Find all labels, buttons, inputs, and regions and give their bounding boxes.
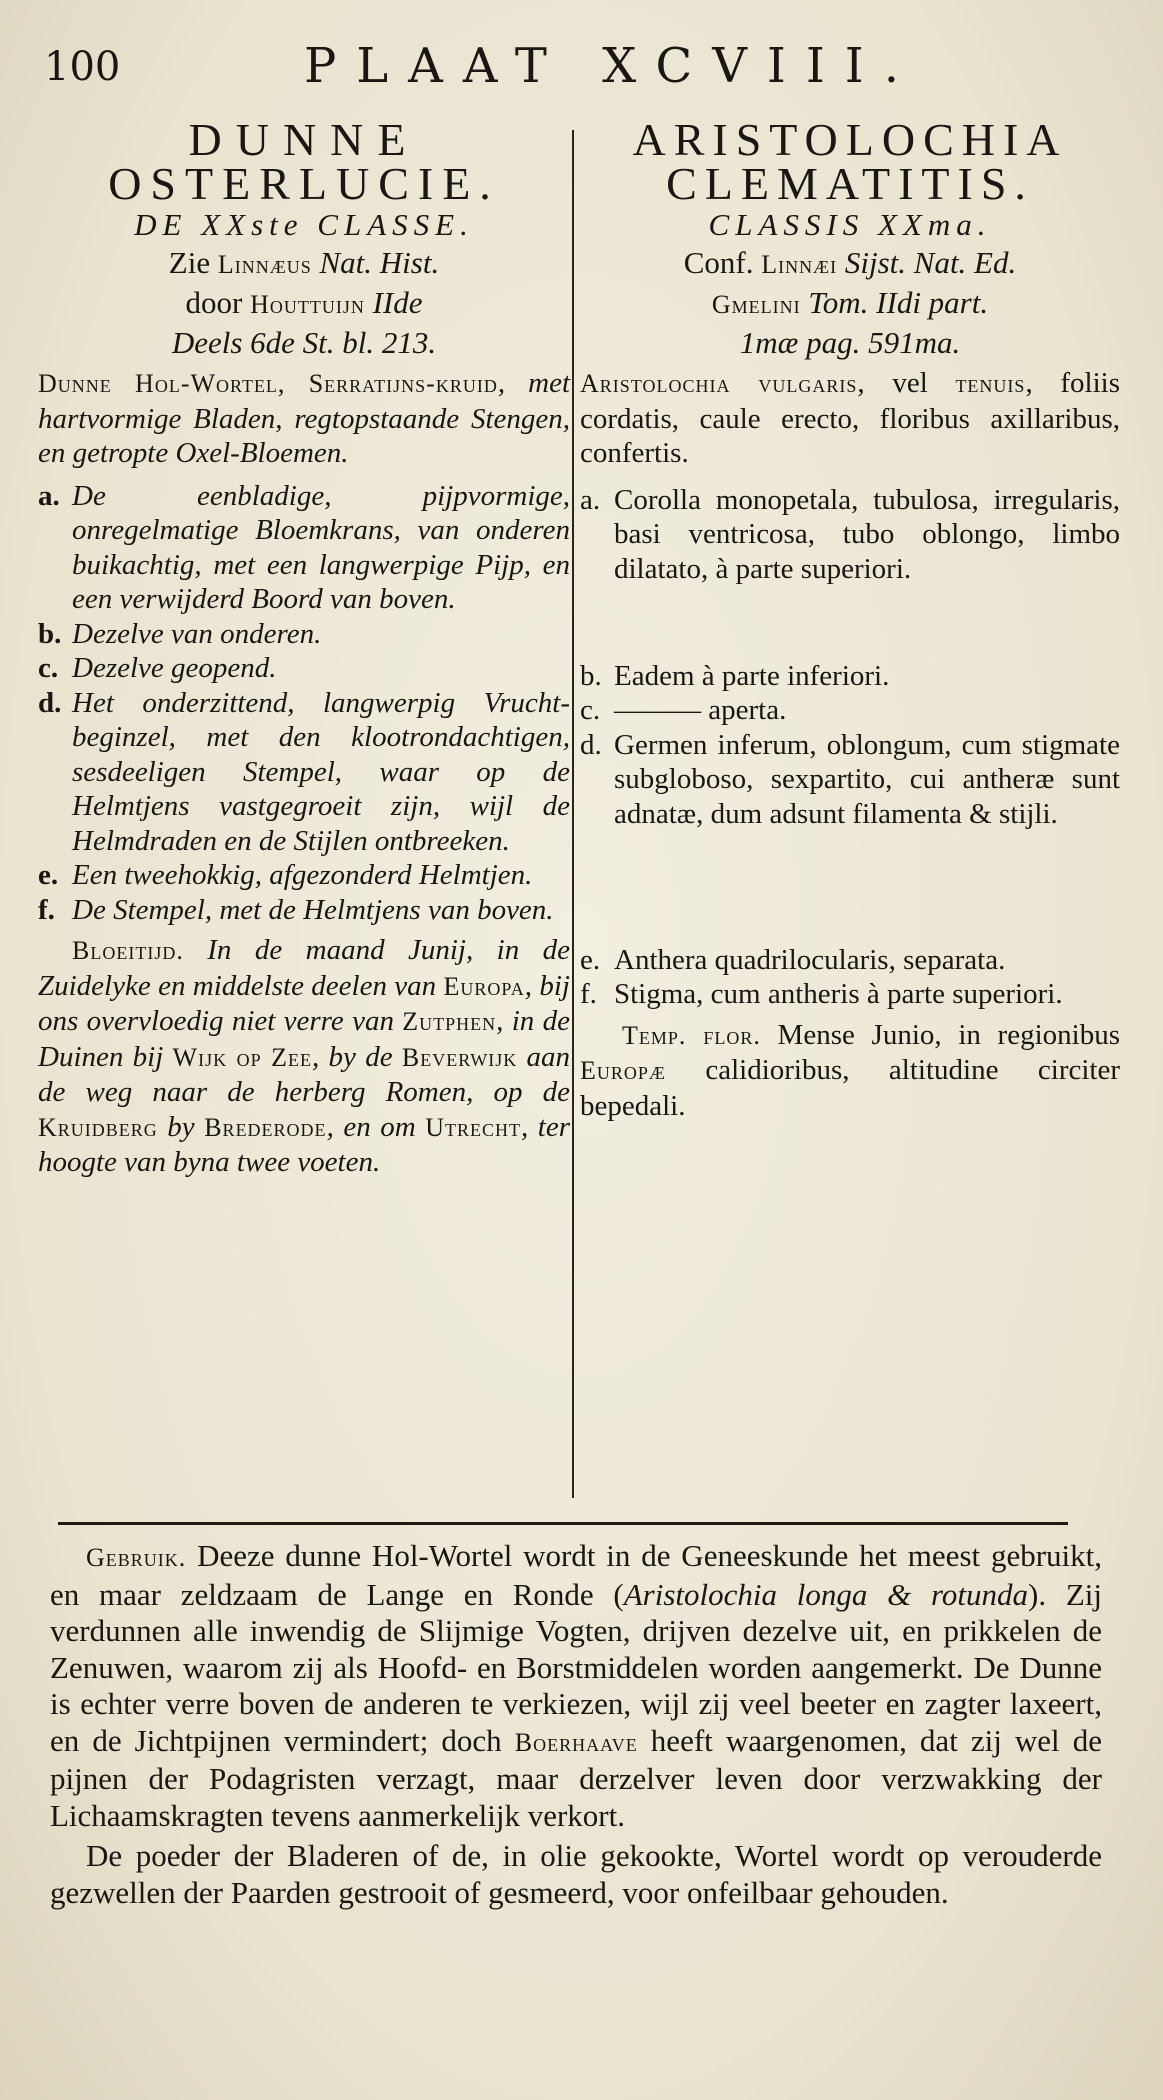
usage-author: Boerhaave	[514, 1727, 638, 1757]
left-item-text: Een tweehokkig, afgezonderd Helmtjen.	[72, 859, 533, 891]
left-reference-1	[38, 244, 570, 284]
right-column-latin	[580, 114, 1120, 1123]
left-ref2-b: IIde	[364, 285, 423, 320]
left-ref2-author: Houttuijn	[250, 290, 365, 319]
left-item-text: Dezelve van onderen.	[72, 617, 322, 650]
usage-paragraph-2: De poeder der Bladeren of de, in olie gekookte, Wortel wordt op verouderde gezwellen der Paarden gestrooit of gesmeerd, voor onfeilbaar gehouden.	[50, 1838, 1102, 1910]
left-intro	[38, 366, 570, 471]
left-bloei-place: Zutphen	[402, 1007, 497, 1036]
right-flowering-time	[580, 1018, 1120, 1124]
left-title-line2: OSTERLUCIE.	[108, 158, 500, 209]
left-bloei-text: , ter hoogte van byna twee voeten.	[38, 1110, 570, 1178]
right-title-line1: ARISTOLOCHIA	[632, 114, 1068, 165]
left-ref2-a: door	[185, 285, 251, 320]
left-intro-text: , met hartvormige Bladen, regtopstaande Stengen, en getropte Oxel-Bloemen.	[38, 367, 570, 469]
left-class-line: DE XXste CLASSE.	[134, 207, 474, 242]
column-divider	[572, 130, 574, 1498]
right-reference-3: 1mæ pag. 591ma.	[739, 325, 961, 360]
left-item-f	[38, 893, 570, 928]
right-intro-mid: , vel	[857, 367, 956, 399]
left-bloei-label: Bloeitijd.	[72, 936, 184, 965]
usage-text: Deeze dunne Hol-Wortel wordt in de Geneeskunde het meest gebruikt, en maar zeldzaam de Lange en Ronde (	[50, 1538, 1102, 1612]
left-reference-2	[38, 284, 570, 324]
left-figure-list	[38, 479, 570, 928]
usage-section	[50, 1538, 1102, 1911]
left-bloei-place: Beverwijk	[401, 1042, 518, 1072]
usage-text: heeft waargenomen, dat zij wel de pijnen der Podagristen verzagt, maar derzelver leven door verzwakking der Lichaamskragten tevens aanmerkelijk verkort.	[50, 1722, 1102, 1833]
usage-latin-names: Aristolochia longa & rotunda	[623, 1576, 1028, 1612]
left-reference-3: Deels 6de St. bl. 213.	[171, 325, 437, 360]
left-item-c	[38, 651, 570, 686]
right-ref2-b: Tom. IIdi part.	[800, 285, 989, 320]
horizontal-rule	[58, 1522, 1068, 1525]
right-figure-list	[580, 483, 1120, 1012]
left-item-label: f.	[38, 893, 55, 926]
left-bloei-place: Kruidberg	[38, 1112, 158, 1142]
left-item-label: b.	[38, 617, 62, 650]
page-number: 100	[44, 44, 121, 90]
left-bloei-place: Wijk op Zee	[172, 1042, 313, 1072]
left-ref1-a: Zie	[168, 245, 218, 280]
right-reference-1	[580, 244, 1120, 284]
right-item-label: d.	[580, 728, 602, 761]
left-item-e	[38, 858, 570, 893]
right-item-c	[580, 693, 1120, 728]
right-title-line2: CLEMATITIS.	[666, 158, 1034, 209]
usage-label: Gebruik.	[86, 1543, 187, 1572]
left-title-line1: DUNNE	[188, 114, 420, 165]
left-bloei-text: aan de weg naar de herberg Romen, op de	[38, 1040, 570, 1108]
right-ref2-author: Gmelini	[711, 290, 801, 319]
right-intro-name: Aristolochia vulgaris	[580, 369, 858, 398]
right-item-d	[580, 728, 1120, 943]
left-bloei-place: Brederode	[204, 1112, 327, 1142]
left-bloei-place: Utrecht	[425, 1112, 521, 1142]
left-bloei-place: Europa	[443, 971, 525, 1001]
left-bloei-text: In de maand Junij, in de Zuidelyke en middelste deelen van	[38, 934, 570, 1002]
left-item-text: De Stempel, met de Helmtjens van boven.	[72, 893, 554, 926]
right-item-text: Corolla monopetala, tubulosa, irregularis, basi ventricosa, tubo oblongo, limbo dilatato, à parte superiori.	[614, 483, 1120, 585]
right-ref1-b: Sijst. Nat. Ed.	[837, 245, 1017, 280]
left-bloei-text: by	[157, 1110, 205, 1143]
right-item-text: Anthera quadrilocularis, separata.	[614, 943, 1006, 976]
right-item-f	[580, 977, 1120, 1012]
right-class-line: CLASSIS XXma.	[708, 207, 992, 242]
left-item-d	[38, 686, 570, 859]
left-bloei-text: , en om	[326, 1110, 426, 1143]
right-item-label: c.	[580, 694, 601, 726]
left-item-label: e.	[38, 859, 59, 891]
page-header	[40, 38, 1123, 98]
right-ref1-a: Conf.	[683, 245, 762, 280]
right-ref1-author: Linnæi	[761, 250, 838, 279]
left-bloei-text: , by de	[312, 1040, 402, 1073]
right-item-b	[580, 659, 1120, 694]
left-ref1-b: Nat. Hist.	[311, 245, 440, 280]
right-item-label: a.	[580, 483, 601, 516]
left-intro-name: Dunne Hol-Wortel, Serratijns-kruid	[38, 369, 498, 398]
left-bloei-text: , in de Duinen bij	[38, 1005, 571, 1073]
right-reference-2	[580, 284, 1120, 324]
right-item-text: Eadem à parte inferiori.	[614, 659, 890, 692]
right-item-text: Stigma, cum antheris à parte superiori.	[614, 978, 1063, 1010]
left-item-label: c.	[38, 652, 59, 684]
left-item-text: Het onderzittend, langwerpig Vrucht-beginzel, met den klootrondachtigen, sesdeeligen Stempel, waar op de Helmtjens vastgegroeit zijn, wijl de Helmdraden en de Stijlen ontbreeken.	[72, 686, 570, 857]
left-item-text: De eenbladige, pijpvormige, onregelmatige Bloemkrans, van onderen buikachtig, met een langwerpige Pijp, en een verwijderd Boord van boven.	[72, 479, 570, 615]
right-intro	[580, 366, 1120, 471]
right-item-e	[580, 943, 1120, 978]
plate-title: PLAAT XCVIII.	[303, 38, 919, 94]
right-temp-label: Temp. flor.	[622, 1020, 761, 1050]
left-item-label: a.	[38, 479, 60, 512]
right-item-label: e.	[580, 943, 601, 976]
right-item-text: Germen inferum, oblongum, cum stigmate subgloboso, sexpartito, cui antheræ sunt adnatæ, dum adsunt filamenta & stijli.	[614, 728, 1120, 830]
left-ref1-author: Linnæus	[217, 250, 312, 279]
right-temp-text: calidioribus, altitudine circiter bepedali.	[580, 1054, 1120, 1122]
right-temp-text: Mense Junio, in regionibus	[760, 1018, 1120, 1051]
right-item-label: b.	[580, 659, 602, 692]
left-flowering-time	[38, 933, 570, 1180]
left-item-label: d.	[38, 686, 62, 719]
right-intro-text: , foliis cordatis, caule erecto, floribus axillaribus, confertis.	[580, 367, 1120, 469]
left-item-b	[38, 617, 570, 652]
right-item-label: f.	[580, 978, 597, 1010]
right-item-a	[580, 483, 1120, 643]
left-column-dutch	[38, 114, 571, 1180]
left-bloei-text: , bij ons overvloedig niet verre van	[38, 969, 570, 1037]
left-item-a	[38, 479, 570, 617]
right-intro-name2: tenuis	[955, 369, 1026, 398]
left-item-text: Dezelve geopend.	[72, 652, 277, 684]
usage-paragraph-1	[50, 1538, 1102, 1834]
usage-text: ). Zij verdunnen alle inwendig de Slijmige Vogten, drijven dezelve uit, en prikkelen de Zenuwen, waarom zij als Hoofd- en Borstmiddelen worden aangemerkt. De Dunne is echter verre boven de anderen te verkiezen, wijl zij veel beeter en zagter laxeert, en de Jichtpijnen vermindert; doch	[50, 1576, 1102, 1758]
right-item-text: ——— aperta.	[614, 694, 787, 726]
right-temp-place: Europæ	[580, 1056, 666, 1085]
